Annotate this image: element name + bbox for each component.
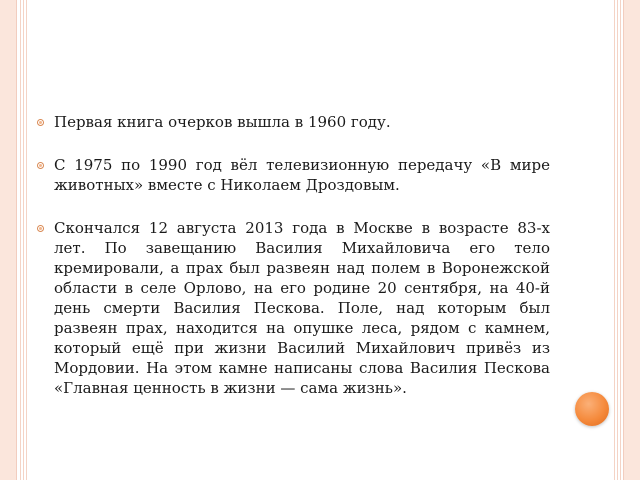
bullet-text: Скончался 12 августа 2013 года в Москве в возрасте 83-х лет. По завещанию Василия Михайловича его тело кремировали, а прах был развеян над полем в Воронежской области в селе Орлово, на его родине 20 сентября, на 40-й день смерти Василия Пескова. Поле, над которым был развеян прах, находится на опушке леса, рядом с камнем, который ещё при жизни Василий Михайлович привёз из Мордовии. На этом камне написаны слова Василия Пескова «Главная ценность в жизни — сама жизнь». — [54, 219, 550, 397]
orange-circle-decoration — [575, 392, 609, 426]
left-decor-stripes — [20, 0, 28, 480]
bullet-item — [36, 112, 550, 132]
bullet-circle-icon — [37, 162, 44, 169]
bullet-circle-icon — [37, 119, 44, 126]
left-decor-band — [0, 0, 17, 480]
bullet-item — [36, 155, 550, 195]
bullet-circle-icon — [37, 225, 44, 232]
bullet-text: Первая книга очерков вышла в 1960 году. — [54, 113, 391, 131]
bullet-text: С 1975 по 1990 год вёл телевизионную передачу «В мире животных» вместе с Николаем Дроздовым. — [54, 156, 550, 194]
right-decor-stripes — [614, 0, 622, 480]
bullet-item — [36, 218, 550, 398]
bullet-list — [36, 112, 550, 398]
right-decor-band — [623, 0, 640, 480]
